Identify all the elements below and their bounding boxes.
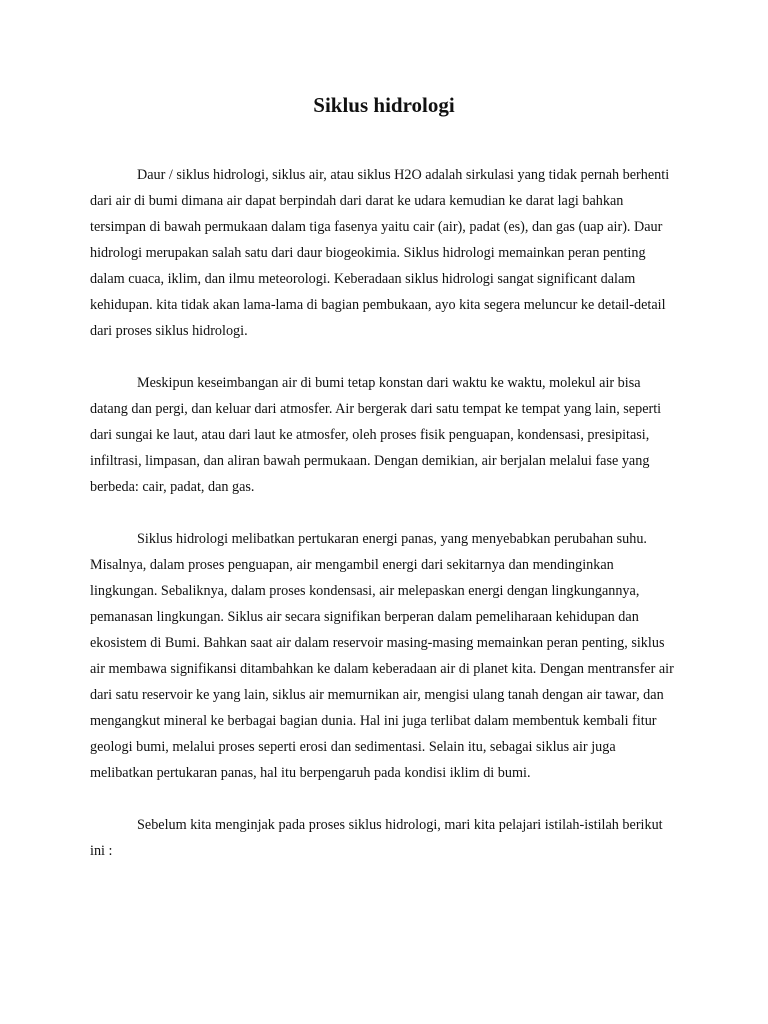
paragraph-energy-exchange: Siklus hidrologi melibatkan pertukaran energi panas, yang menyebabkan perubahan suhu. Misalnya, dalam proses penguapan, air mengambil energi dari sekitarnya dan mendinginkan lingkungan. Sebaliknya, dalam proses kondensasi, air melepaskan energi dengan lingkungannya, pemanasan lingkungan. Siklus air secara signifikan berperan dalam pemeliharaan kehidupan dan ekosistem di Bumi. Bahkan saat air dalam reservoir masing-masing memainkan peran penting, siklus air membawa signifikansi ditambahkan ke dalam keberadaan air di planet kita. Dengan mentransfer air dari satu reservoir ke yang lain, siklus air memurnikan air, mengisi ulang tanah dengan air tawar, dan mengangkut mineral ke berbagai bagian dunia. Hal ini juga terlibat dalam membentuk kembali fitur geologi bumi, melalui proses seperti erosi dan sedimentasi. Selain itu, sebagai siklus air juga melibatkan pertukaran panas, hal itu berpengaruh pada kondisi iklim di bumi. xyxy=(90,531,674,781)
document-title: Siklus hidrologi xyxy=(313,93,455,117)
paragraph-intro: Daur / siklus hidrologi, siklus air, atau siklus H2O adalah sirkulasi yang tidak pernah berhenti dari air di bumi dimana air dapat berpindah dari darat ke udara kemudian ke darat lagi bahkan tersimpan di bawah permukaan dalam tiga fasenya yaitu cair (air), padat (es), dan gas (uap air). Daur hidrologi merupakan salah satu dari daur biogeokimia. Siklus hidrologi memainkan peran penting dalam cuaca, iklim, dan ilmu meteorologi. Keberadaan siklus hidrologi sangat significant dalam kehidupan. kita tidak akan lama-lama di bagian pembukaan, ayo kita segera meluncur ke detail-detail dari proses siklus hidrologi. xyxy=(90,167,670,339)
paragraph-water-balance: Meskipun keseimbangan air di bumi tetap konstan dari waktu ke waktu, molekul air bisa datang dan pergi, dan keluar dari atmosfer. Air bergerak dari satu tempat ke tempat yang lain, seperti dari sungai ke laut, atau dari laut ke atmosfer, oleh proses fisik penguapan, kondensasi, presipitasi, infiltrasi, limpasan, dan aliran bawah permukaan. Dengan demikian, air berjalan melalui fase yang berbeda: cair, padat, dan gas. xyxy=(90,375,662,495)
paragraph-terms-intro: Sebelum kita menginjak pada proses siklus hidrologi, mari kita pelajari istilah-istilah berikut ini : xyxy=(90,817,663,859)
